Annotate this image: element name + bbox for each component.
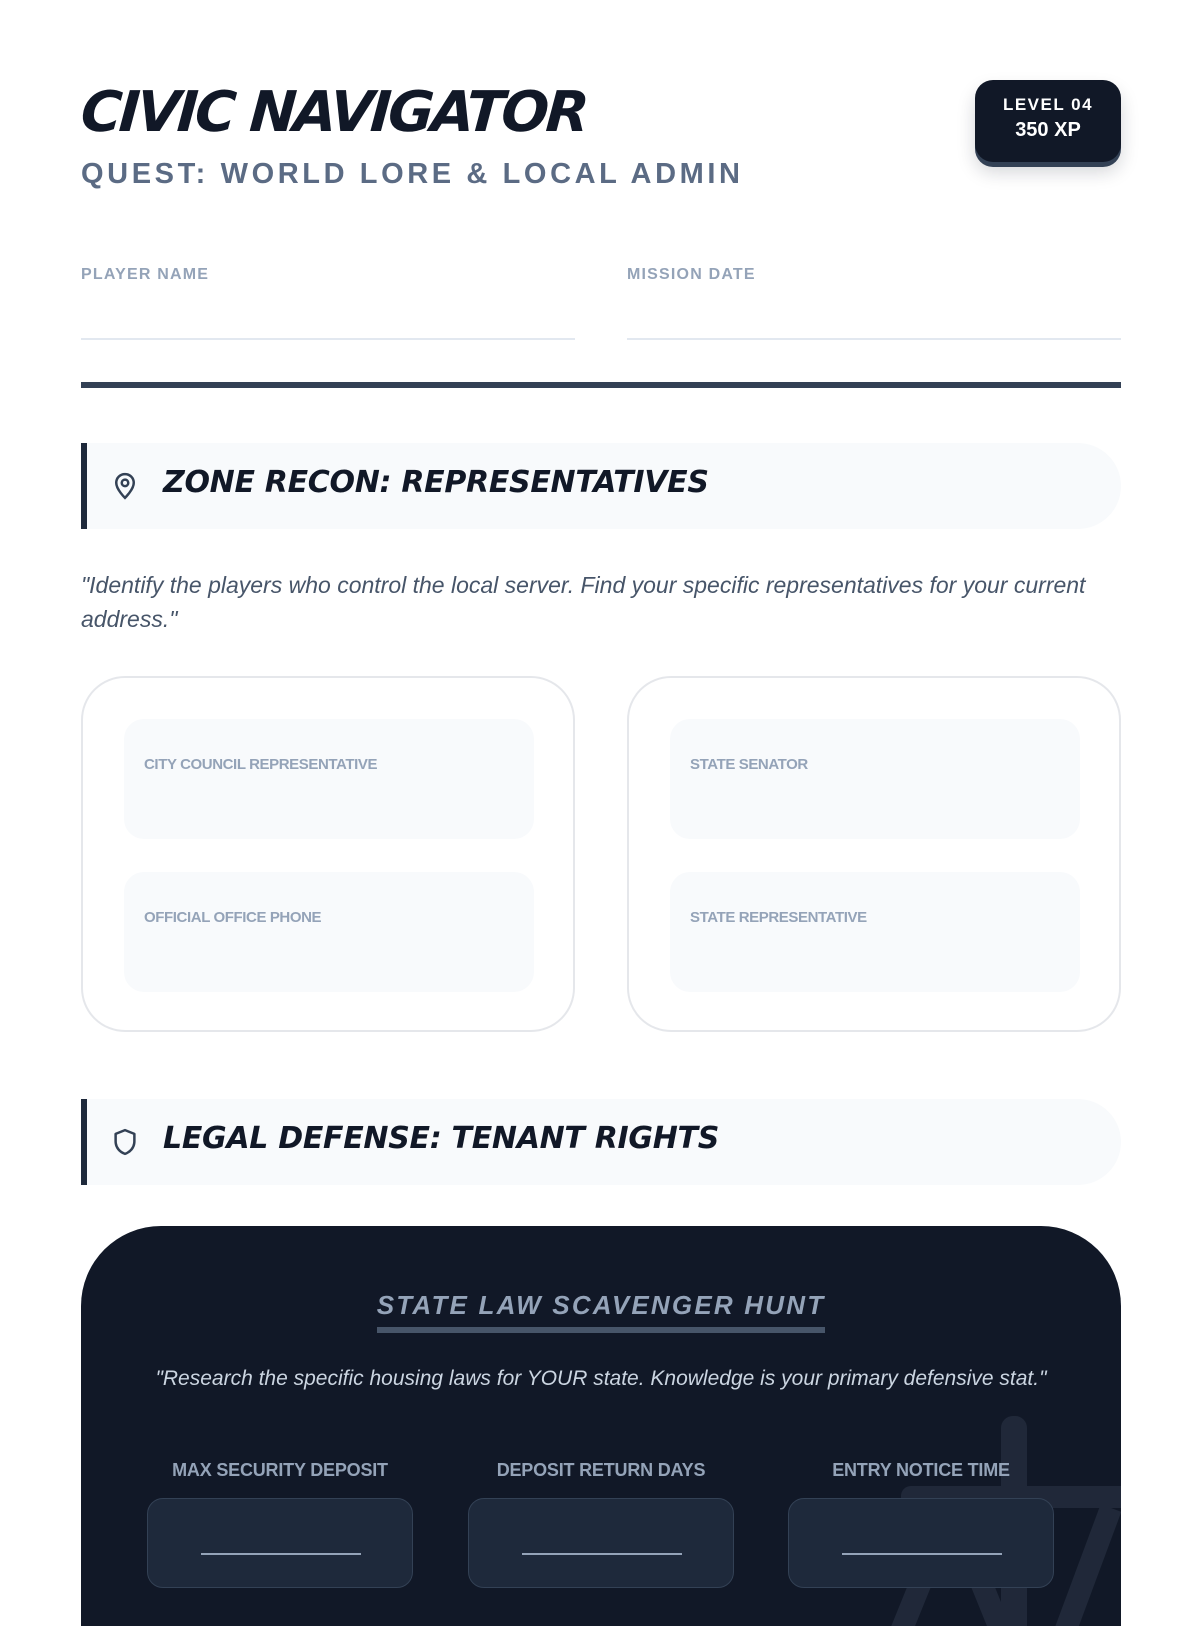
law-deposit-return-underline — [522, 1553, 682, 1555]
player-name-label: PLAYER NAME — [81, 266, 210, 283]
office-phone-label: OFFICIAL OFFICE PHONE — [144, 909, 322, 926]
city-council-label: CITY COUNCIL REPRESENTATIVE — [144, 756, 378, 773]
law-entry-notice-box[interactable] — [788, 1498, 1054, 1588]
office-phone-input[interactable] — [144, 934, 518, 970]
law-deposit-return-label: DEPOSIT RETURN DAYS — [496, 1460, 706, 1480]
scavenger-hunt-quote: "Research the specific housing laws for YOUR state. Knowledge is your primary defensive stat." — [155, 1367, 1047, 1390]
level-label: LEVEL 04 — [1002, 95, 1094, 114]
law-security-deposit-label: MAX SECURITY DEPOSIT — [172, 1460, 388, 1480]
mission-date-input[interactable] — [627, 294, 1125, 336]
scavenger-hunt-title: STATE LAW SCAVENGER HUNT — [377, 1290, 826, 1333]
state-rep-label: STATE REPRESENTATIVE — [690, 909, 867, 926]
state-senator-label: STATE SENATOR — [690, 756, 808, 773]
law-security-deposit — [147, 1460, 413, 1481]
local-reps-card — [81, 676, 575, 1032]
level-badge — [975, 80, 1121, 162]
law-security-deposit-input[interactable] — [188, 1517, 378, 1553]
zone-recon-header — [81, 443, 1121, 529]
legal-defense-header — [81, 1099, 1121, 1185]
legal-defense-title: LEGAL DEFENSE: TENANT RIGHTS — [163, 1121, 720, 1156]
mission-date-underline — [627, 338, 1121, 340]
office-phone-field[interactable] — [124, 872, 534, 992]
law-deposit-return-box[interactable] — [468, 1498, 734, 1588]
law-entry-notice-underline — [842, 1553, 1002, 1555]
state-rep-input[interactable] — [690, 934, 1064, 970]
zone-recon-quote: "Identify the players who control the local server. Find your specific representatives for your current address." — [81, 572, 1086, 632]
state-rep-field[interactable] — [670, 872, 1080, 992]
section-divider — [81, 382, 1121, 388]
state-senator-input[interactable] — [690, 781, 1064, 817]
law-security-deposit-box[interactable] — [147, 1498, 413, 1588]
quest-subtitle: QUEST: WORLD LORE & LOCAL ADMIN — [81, 158, 744, 190]
mission-date-field — [627, 266, 1121, 284]
scavenger-hunt-title-wrap — [81, 1290, 1121, 1333]
player-name-field — [81, 266, 575, 284]
state-senator-field[interactable] — [670, 719, 1080, 839]
law-entry-notice-input[interactable] — [829, 1517, 1019, 1553]
page-title: CIVIC NAVIGATOR — [78, 80, 589, 145]
law-entry-notice — [788, 1460, 1054, 1481]
player-name-underline — [81, 338, 575, 340]
state-reps-card — [627, 676, 1121, 1032]
law-deposit-return — [468, 1460, 734, 1481]
xp-label: 350 XP — [1015, 119, 1081, 141]
shield-icon — [110, 1126, 140, 1158]
law-deposit-return-input[interactable] — [509, 1517, 699, 1553]
law-entry-notice-label: ENTRY NOTICE TIME — [832, 1460, 1010, 1480]
city-council-input[interactable] — [144, 781, 518, 817]
zone-recon-title: ZONE RECON: REPRESENTATIVES — [163, 465, 709, 500]
map-pin-icon — [110, 470, 140, 502]
scavenger-hunt-panel — [81, 1226, 1121, 1626]
city-council-field[interactable] — [124, 719, 534, 839]
law-security-deposit-underline — [201, 1553, 361, 1555]
player-name-input[interactable] — [81, 294, 579, 336]
mission-date-label: MISSION DATE — [627, 266, 756, 283]
